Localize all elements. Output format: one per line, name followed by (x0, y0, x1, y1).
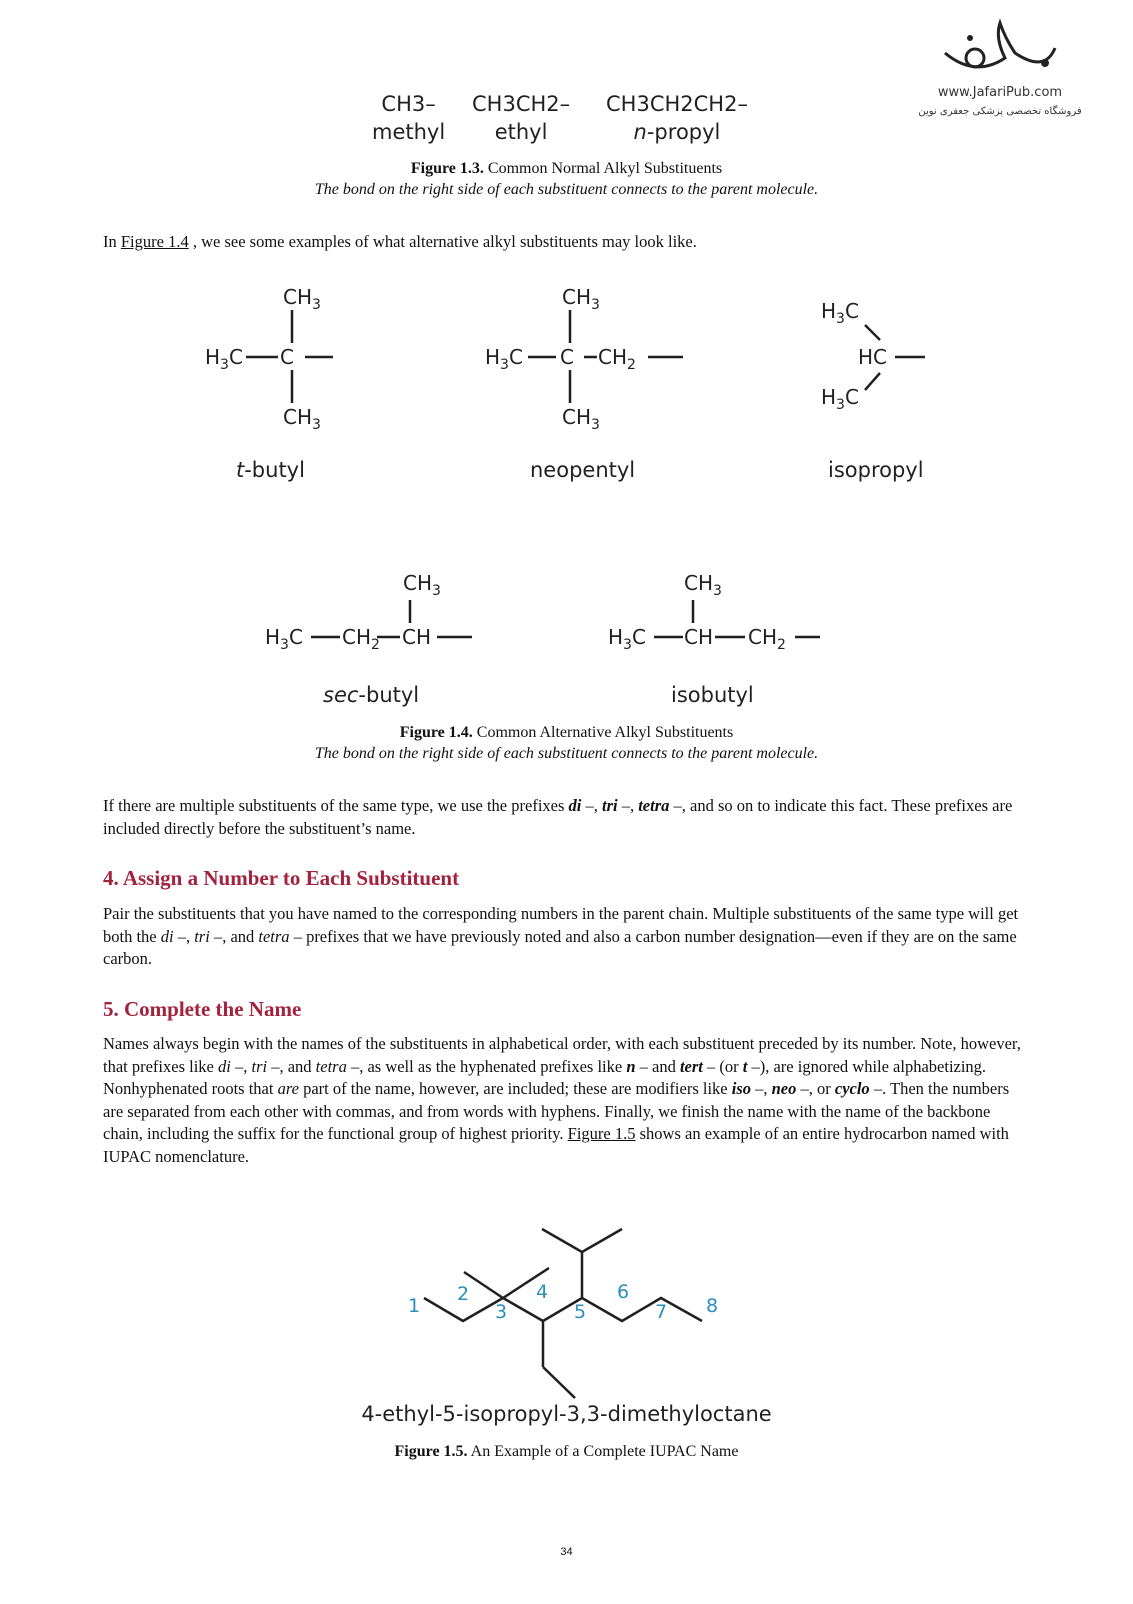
isobutyl-ch3: $CH_3$ (684, 571, 722, 599)
text-run: –, (617, 796, 639, 815)
caption-label: Figure 1.3. (410, 160, 484, 177)
text-run: – and (635, 1056, 680, 1076)
propyl-root: -propyl (646, 120, 721, 144)
label-root: -butyl (358, 683, 420, 707)
caption-title: An Example of a Complete IUPAC Name (470, 1443, 739, 1460)
text-run: tri (251, 1056, 268, 1076)
isobutyl-label: isobutyl (671, 683, 754, 707)
text-run: are (277, 1079, 299, 1098)
text-run: –, and (267, 1056, 316, 1076)
text-run: di (218, 1056, 231, 1076)
section-4-heading: 4. Assign a Number to Each Substituent (103, 866, 460, 890)
isopropyl-label: isopropyl (828, 458, 924, 482)
carbon-number: 5 (574, 1301, 587, 1323)
text-run: neo (771, 1079, 797, 1098)
isobutyl-ch: CH (684, 625, 714, 649)
text-run: Names always begin with the names of the substituents in alphabetical order, with each substituent preceded by its number. Note, however, that prefixes like (103, 1034, 1021, 1076)
neopentyl-c: C (560, 345, 574, 369)
text-run: t (742, 1056, 748, 1076)
propyl-formula: CH3CH2CH2– (606, 92, 748, 116)
neopentyl-label: neopentyl (530, 458, 636, 482)
text-run: tri (194, 926, 210, 946)
carbon-number: 1 (408, 1295, 421, 1317)
caption-title: Common Alternative Alkyl Substituents (476, 724, 734, 741)
isopropyl-h3c-top: $H_3C$ (821, 299, 859, 327)
text-run: –, (230, 1056, 252, 1076)
section-5-heading: 5. Complete the Name (103, 997, 302, 1021)
caption-note: The bond on the right side of each substituent connects to the parent molecule. (314, 745, 819, 762)
text-run: Pair the substituents that you have named to the corresponding numbers in the parent chain. Multiple substituents of the same type will get both the (103, 904, 1019, 946)
secbutyl-ch2: $CH_2$ (342, 625, 380, 653)
text-run: –, (751, 1079, 772, 1098)
text-run: –), are ignored while alphabetizing. Nonhyphenated roots that (103, 1056, 987, 1098)
label-root: -butyl (244, 458, 305, 482)
neopentyl-ch3-bottom: $CH_3$ (562, 405, 600, 433)
caption-note: The bond on the right side of each substituent connects to the parent molecule. (314, 181, 819, 198)
caption-label: Figure 1.5. (394, 1443, 468, 1460)
text-run: tert (679, 1056, 703, 1076)
text-run: If there are multiple substituents of the same type, we use the prefixes (103, 796, 569, 815)
carbon-number: 6 (617, 1281, 630, 1303)
caption-label: Figure 1.4. (399, 724, 473, 741)
label-prefix: sec (323, 683, 359, 707)
propyl-prefix: n (633, 120, 647, 144)
secbutyl-ch3: $CH_3$ (403, 571, 441, 599)
text-run: iso (731, 1079, 751, 1098)
text-run: tri (602, 796, 618, 815)
neopentyl-ch2: $CH_2$ (598, 345, 636, 373)
text-run: part of the name, however, are included; these are modifiers like (298, 1079, 732, 1098)
text-run: –, and so on to indicate this fact. These prefixes are included directly before the substituent’s name. (103, 796, 1013, 838)
ethyl-name: ethyl (494, 120, 548, 144)
text-run: di (160, 926, 174, 946)
methyl-name: methyl (372, 120, 446, 144)
figure-1-4-link[interactable]: Figure 1.4 (120, 232, 189, 251)
text-run: –, and (209, 926, 259, 946)
secbutyl-h3c: $H_3C$ (265, 625, 303, 653)
caption-title: Common Normal Alkyl Substituents (487, 160, 723, 177)
text-run: –. Then the numbers are separated from each other with commas, and from words with hyphens. Finally, we finish the name with the name of the backbone chain, including the suffix for the functional group of highest priority. (103, 1079, 1010, 1143)
isopropyl-h3c-bottom: $H_3C$ (821, 385, 859, 413)
text-run: tetra (638, 796, 670, 815)
text-run: n (626, 1056, 636, 1076)
text-run: – prefixes that we have previously noted and also a carbon number designation—even if they are on the same carbon. (103, 926, 1017, 968)
text-run: tetra (315, 1056, 347, 1076)
carbon-number: 7 (655, 1301, 668, 1323)
text-run: –, (581, 796, 602, 815)
text-run: cyclo (834, 1079, 870, 1098)
text-run: –, or (796, 1079, 835, 1098)
tbutyl-h3c: $H_3C$ (205, 345, 243, 373)
tbutyl-ch3-bottom: $CH_3$ (283, 405, 321, 433)
methyl-formula: CH3– (381, 92, 436, 116)
secbutyl-ch: CH (402, 625, 432, 649)
carbon-number: 3 (495, 1301, 508, 1323)
text-run: – (or (702, 1056, 743, 1076)
tbutyl-ch3-top: $CH_3$ (283, 285, 321, 313)
page-number: 34 (560, 1546, 573, 1558)
figure-1-5-link[interactable]: Figure 1.5 (567, 1124, 636, 1143)
text-run: di (568, 796, 582, 815)
text-run: –, (173, 926, 195, 946)
tbutyl-c: C (280, 345, 294, 369)
iupac-name: 4-ethyl-5-isopropyl-3,3-dimethyloctane (361, 1402, 772, 1426)
isobutyl-ch2: $CH_2$ (748, 625, 786, 653)
carbon-number: 4 (536, 1281, 549, 1303)
text-run: tetra (258, 926, 290, 946)
logo-url: www.JafariPub.com (937, 85, 1063, 100)
isopropyl-hc: HC (858, 345, 888, 369)
ethyl-formula: CH3CH2– (472, 92, 571, 116)
isobutyl-h3c: $H_3C$ (608, 625, 646, 653)
text-run: shows an example of an entire hydrocarbon named with IUPAC nomenclature. (103, 1124, 1009, 1166)
carbon-number: 2 (457, 1283, 470, 1305)
text: In (103, 232, 121, 251)
figure-1-5-caption (0, 1443, 1133, 1461)
text-run: –, as well as the hyphenated prefixes like (346, 1056, 627, 1076)
neopentyl-h3c: $H_3C$ (485, 345, 523, 373)
label-prefix: t (236, 458, 245, 482)
neopentyl-ch3-top: $CH_3$ (562, 285, 600, 313)
carbon-number: 8 (706, 1295, 719, 1317)
logo-tagline: فروشگاه تخصصی پزشکی جعفری نوین (918, 106, 1082, 117)
text: , we see some examples of what alternative alkyl substituents may look like. (188, 232, 697, 251)
